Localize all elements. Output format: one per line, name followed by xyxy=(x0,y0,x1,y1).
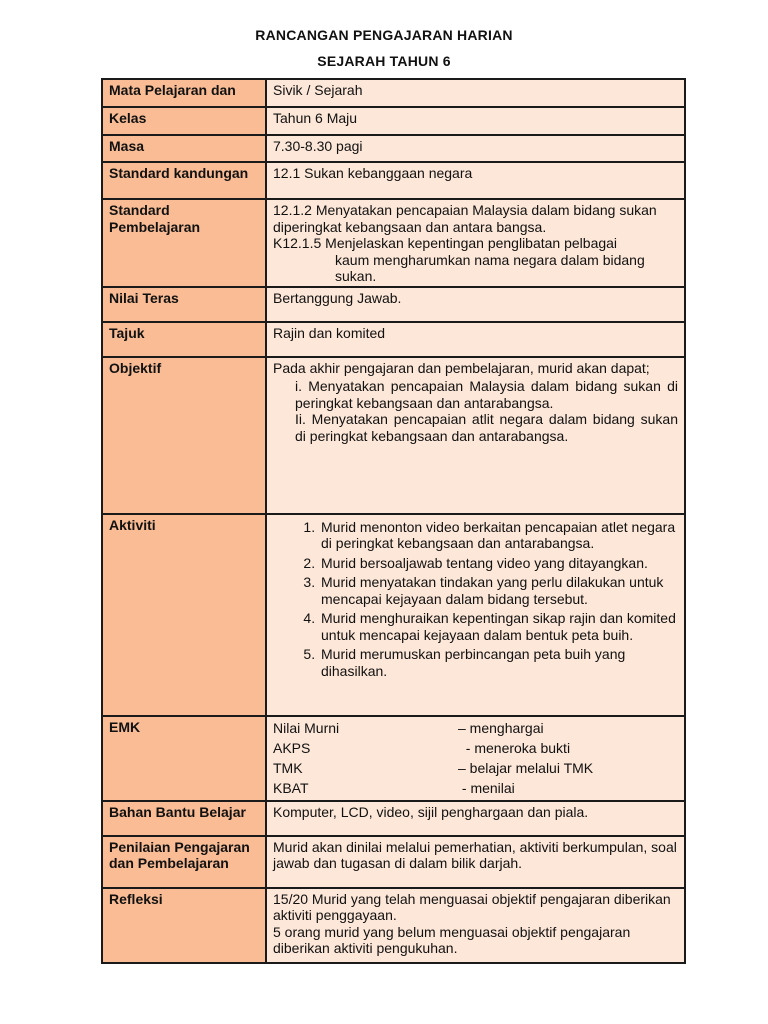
aktiviti-item: 5. Murid merumuskan perbincangan peta buih yang dihasilkan. xyxy=(319,646,678,679)
value-objektif xyxy=(266,357,685,514)
row-masa xyxy=(102,135,685,162)
emk-key: Nilai Murni xyxy=(273,720,340,737)
label-penilaian: Penilaian Pengajaran dan Pembelajaran xyxy=(102,836,266,888)
emk-value: – menghargai xyxy=(458,720,544,737)
value-bahan-bantu: Komputer, LCD, video, sijil penghargaan dan piala. xyxy=(266,801,685,836)
value-kelas: Tahun 6 Maju xyxy=(266,107,685,135)
aktiviti-item: 4. Murid menghuraikan kepentingan sikap rajin dan komited untuk mencapai kejayaan dalam bentuk peta buih. xyxy=(319,610,678,643)
value-masa: 7.30-8.30 pagi xyxy=(266,135,685,162)
label-nilai-teras: Nilai Teras xyxy=(102,287,266,322)
row-objektif xyxy=(102,357,685,514)
objektif-intro: Pada akhir pengajaran dan pembelajaran, murid akan dapat; xyxy=(273,359,650,376)
objektif-item-2: Ii. Menyatakan pencapaian atlit negara dalam bidang sukan di peringkat kebangsaan dan antarabangsa. xyxy=(295,411,678,444)
value-nilai-teras: Bertanggung Jawab. xyxy=(266,287,685,322)
value-standard-kandungan: 12.1 Sukan kebanggaan negara xyxy=(266,162,685,199)
value-mata-pelajaran: Sivik / Sejarah xyxy=(266,79,685,107)
row-aktiviti xyxy=(102,514,685,716)
emk-key: TMK xyxy=(273,760,303,777)
emk-value: - meneroka bukti xyxy=(458,740,571,757)
emk-item xyxy=(273,719,678,739)
label-refleksi: Refleksi xyxy=(102,888,266,963)
emk-value: - menilai xyxy=(458,780,515,797)
document-subtitle: SEJARAH TAHUN 6 xyxy=(317,53,451,69)
row-refleksi xyxy=(102,888,685,963)
label-tajuk: Tajuk xyxy=(102,322,266,357)
emk-key: KBAT xyxy=(273,780,309,797)
emk-item xyxy=(273,759,678,779)
value-tajuk: Rajin dan komited xyxy=(266,322,685,357)
value-penilaian: Murid akan dinilai melalui pemerhatian, aktiviti berkumpulan, soal jawab dan tugasan di dalam bilik darjah. xyxy=(266,836,685,888)
aktiviti-item: 2. Murid bersoaljawab tentang video yang ditayangkan. xyxy=(319,555,678,572)
lesson-plan-table xyxy=(101,78,686,964)
label-objektif: Objektif xyxy=(102,357,266,514)
value-aktiviti xyxy=(266,514,685,716)
aktiviti-list xyxy=(273,519,678,680)
label-standard-kandungan: Standard kandungan xyxy=(102,162,266,199)
row-standard-kandungan xyxy=(102,162,685,199)
emk-item xyxy=(273,779,678,799)
label-mata-pelajaran: Mata Pelajaran dan xyxy=(102,79,266,107)
standard-pembelajaran-line-2: K12.1.5 Menjelaskan kepentingan penglibatan pelbagai xyxy=(273,235,618,251)
standard-pembelajaran-line-3: kaum mengharumkan nama negara dalam bidang sukan. xyxy=(335,251,645,284)
row-tajuk xyxy=(102,322,685,357)
emk-value: – belajar melalui TMK xyxy=(458,760,594,777)
objektif-item-1: i. Menyatakan pencapaian Malaysia dalam bidang sukan di peringkat kebangsaan dan antarabangsa. xyxy=(295,378,678,411)
row-nilai-teras xyxy=(102,287,685,322)
value-standard-pembelajaran xyxy=(266,199,685,287)
emk-item xyxy=(273,739,678,759)
row-bahan-bantu xyxy=(102,801,685,836)
document-title: RANCANGAN PENGAJARAN HARIAN xyxy=(255,27,513,43)
label-standard-pembelajaran: Standard Pembelajaran xyxy=(102,199,266,287)
row-emk xyxy=(102,716,685,801)
label-aktiviti: Aktiviti xyxy=(102,514,266,716)
value-emk xyxy=(266,716,685,801)
aktiviti-item: 3. Murid menyatakan tindakan yang perlu dilakukan untuk mencapai kejayaan dalam bidang tersebut. xyxy=(319,574,678,607)
row-penilaian xyxy=(102,836,685,888)
standard-pembelajaran-line-1: 12.1.2 Menyatakan pencapaian Malaysia dalam bidang sukan diperingkat kebangsaan dan antara bangsa. xyxy=(273,202,657,235)
row-kelas xyxy=(102,107,685,135)
row-standard-pembelajaran xyxy=(102,199,685,287)
row-mata-pelajaran xyxy=(102,79,685,107)
emk-key: AKPS xyxy=(273,740,311,757)
label-kelas: Kelas xyxy=(102,107,266,135)
refleksi-line-1: 15/20 Murid yang telah menguasai objektif pengajaran diberikan aktiviti penggayaan. xyxy=(273,890,671,923)
aktiviti-item: 1. Murid menonton video berkaitan pencapaian atlet negara di peringkat kebangsaan dan antarabangsa. xyxy=(319,519,678,552)
label-emk: EMK xyxy=(102,716,266,801)
label-bahan-bantu: Bahan Bantu Belajar xyxy=(102,801,266,836)
refleksi-line-2: 5 orang murid yang belum menguasai objektif pengajaran diberikan aktiviti pengukuhan. xyxy=(273,923,631,956)
label-masa: Masa xyxy=(102,135,266,162)
value-refleksi xyxy=(266,888,685,963)
